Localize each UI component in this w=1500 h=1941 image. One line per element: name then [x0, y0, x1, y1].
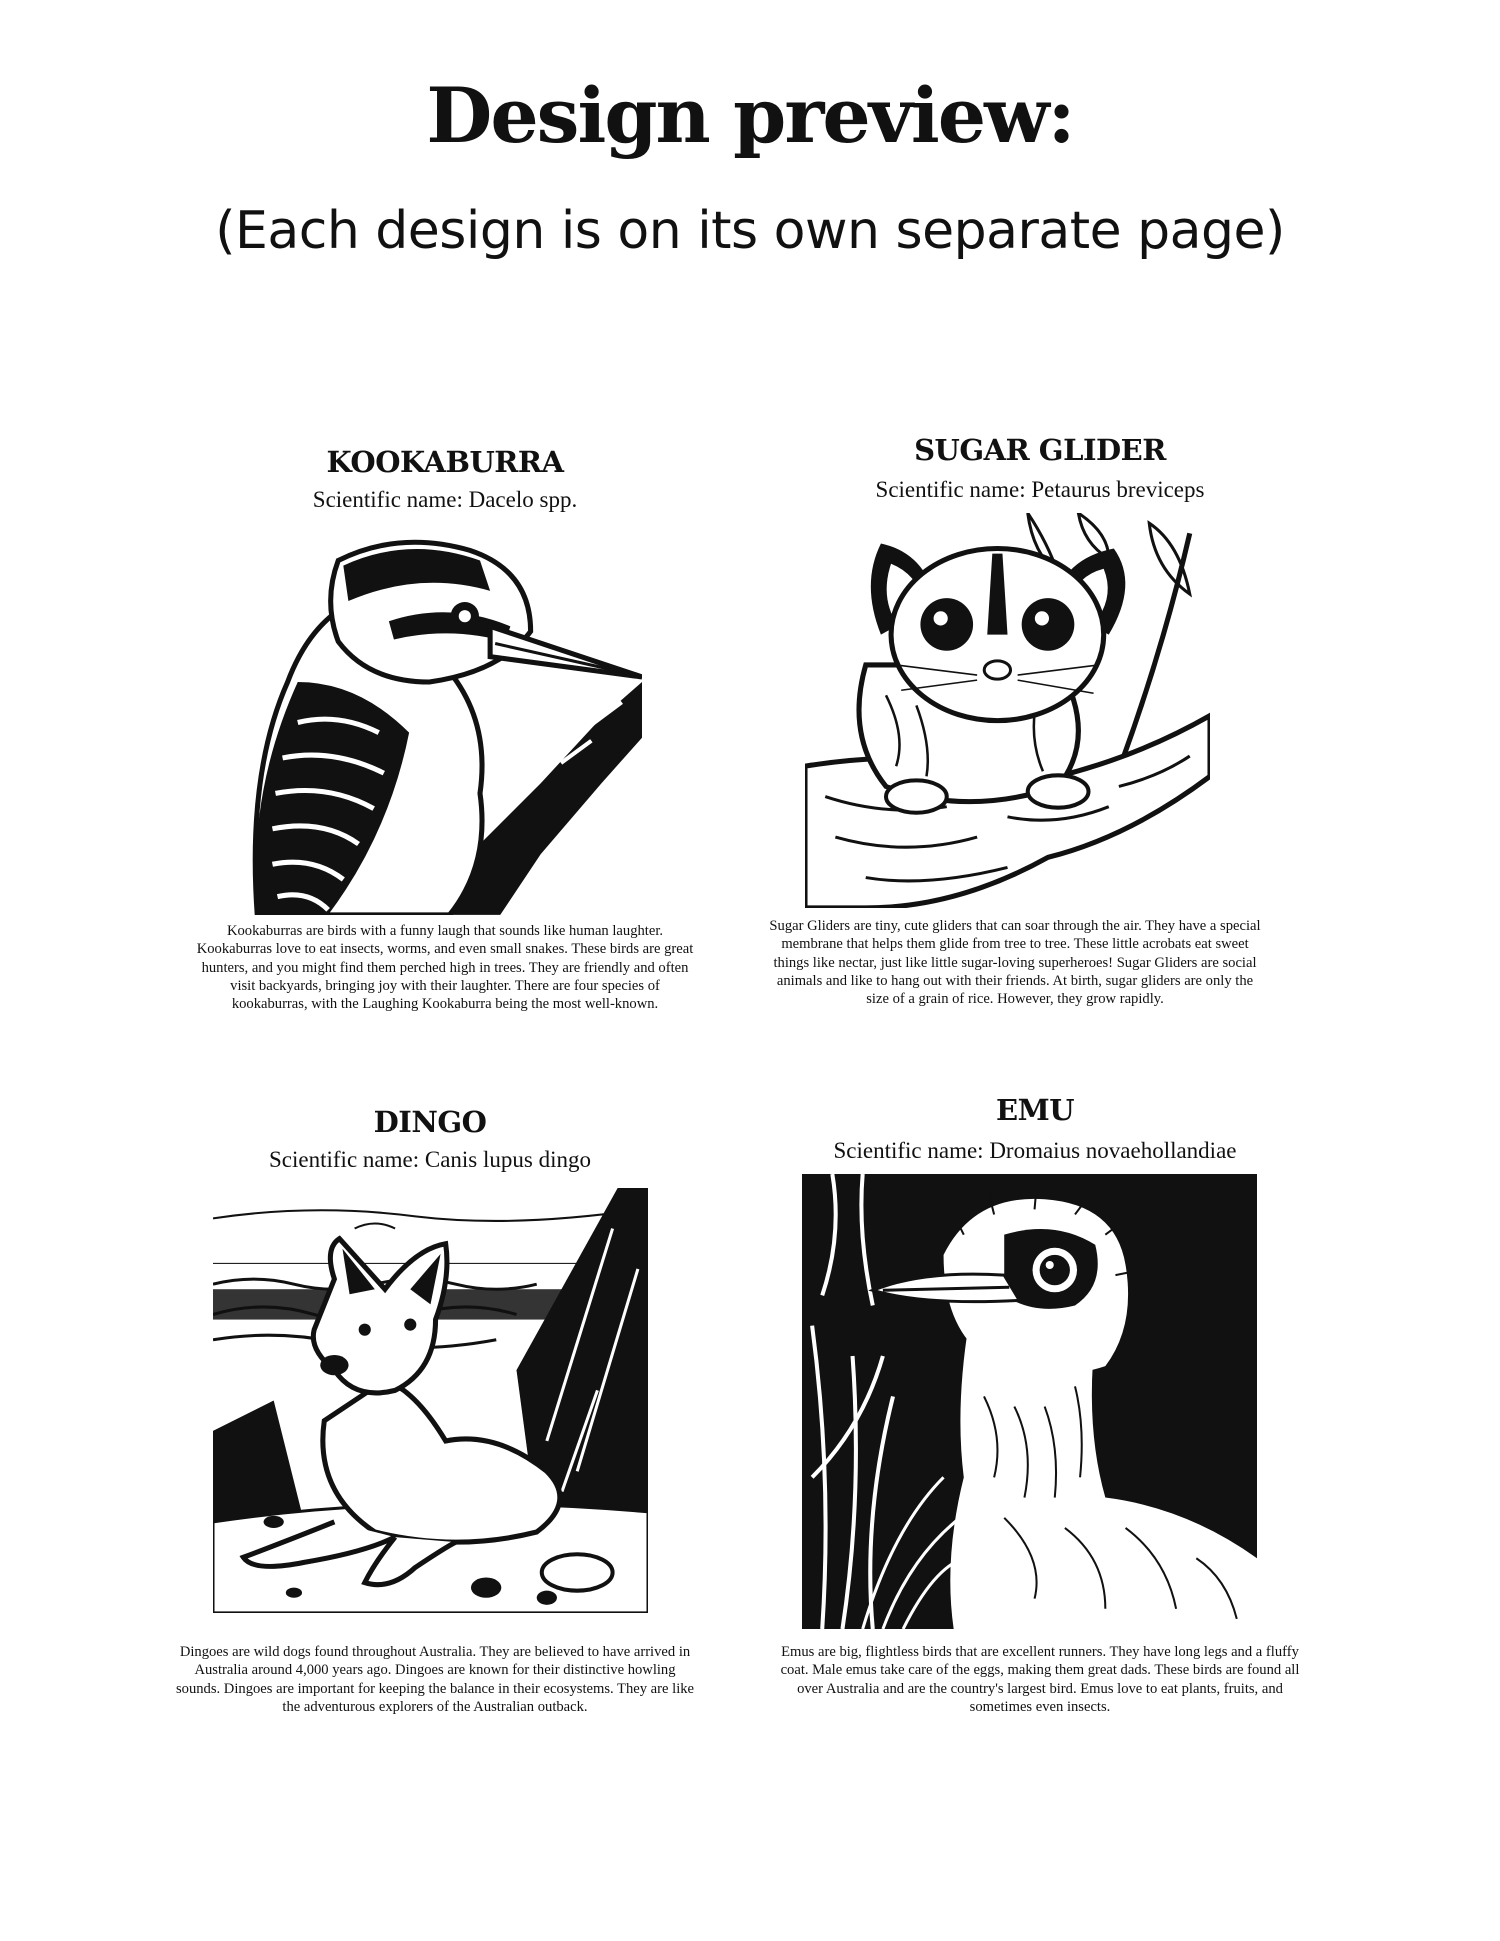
card-title: KOOKABURRA [326, 445, 564, 479]
card-description: Dingoes are wild dogs found throughout Australia. They are believed to have arrived in Australia around 4,000 years ago. Dingoes are known for their distinctive howling sounds. Dingoes are important for keeping the balance in their ecosystems. They are like the adventurous explorers of the Australian outback. [175, 1644, 695, 1715]
card-title: DINGO [373, 1105, 487, 1139]
card-description: Emus are big, flightless birds that are excellent runners. They have long legs and a fluffy coat. Male emus take care of the eggs, making them great dads. These birds are found all over Australia and are the country's largest bird. Emus love to eat plants, fruits, and sometimes even insects. [780, 1644, 1300, 1715]
page-subtitle: (Each design is on its own separate page) [215, 201, 1285, 261]
card-scientific-name: Scientific name: Petaurus breviceps [875, 477, 1205, 502]
design-card-dingo [175, 1100, 695, 1750]
design-card-sugar-glider [769, 428, 1285, 1038]
card-description: Sugar Gliders are tiny, cute gliders that can soar through the air. They have a special membrane that helps them glide from tree to tree. These little acrobats eat sweet things like nectar, just like little sugar-loving superheroes! Sugar Gliders are social animals and like to hang out with their friends. At birth, sugar gliders are only the size of a grain of rice. However, they grow rapidly. [769, 918, 1261, 1008]
design-card-emu [780, 1088, 1300, 1738]
card-scientific-name: Scientific name: Dacelo spp. [312, 487, 578, 512]
design-card-kookaburra [196, 440, 694, 1050]
dingo-icon [213, 1188, 648, 1613]
card-title: EMU [996, 1093, 1074, 1127]
sugar-glider-icon [805, 513, 1210, 908]
page-title: Design preview: [426, 71, 1074, 160]
card-title: SUGAR GLIDER [914, 433, 1166, 467]
emu-icon [802, 1174, 1257, 1629]
card-description: Kookaburras are birds with a funny laugh that sounds like human laughter. Kookaburras love to eat insects, worms, and even small snakes. These birds are great hunters, and you might find them perched high in trees. They are friendly and often visit backyards, bringing joy with their laughter. There are four species of kookaburras, with the Laughing Kookaburra being the most well-known. [196, 923, 694, 1013]
card-scientific-name: Scientific name: Canis lupus dingo [269, 1147, 591, 1172]
card-scientific-name: Scientific name: Dromaius novaehollandiae [833, 1138, 1237, 1163]
kookaburra-icon [237, 530, 642, 915]
